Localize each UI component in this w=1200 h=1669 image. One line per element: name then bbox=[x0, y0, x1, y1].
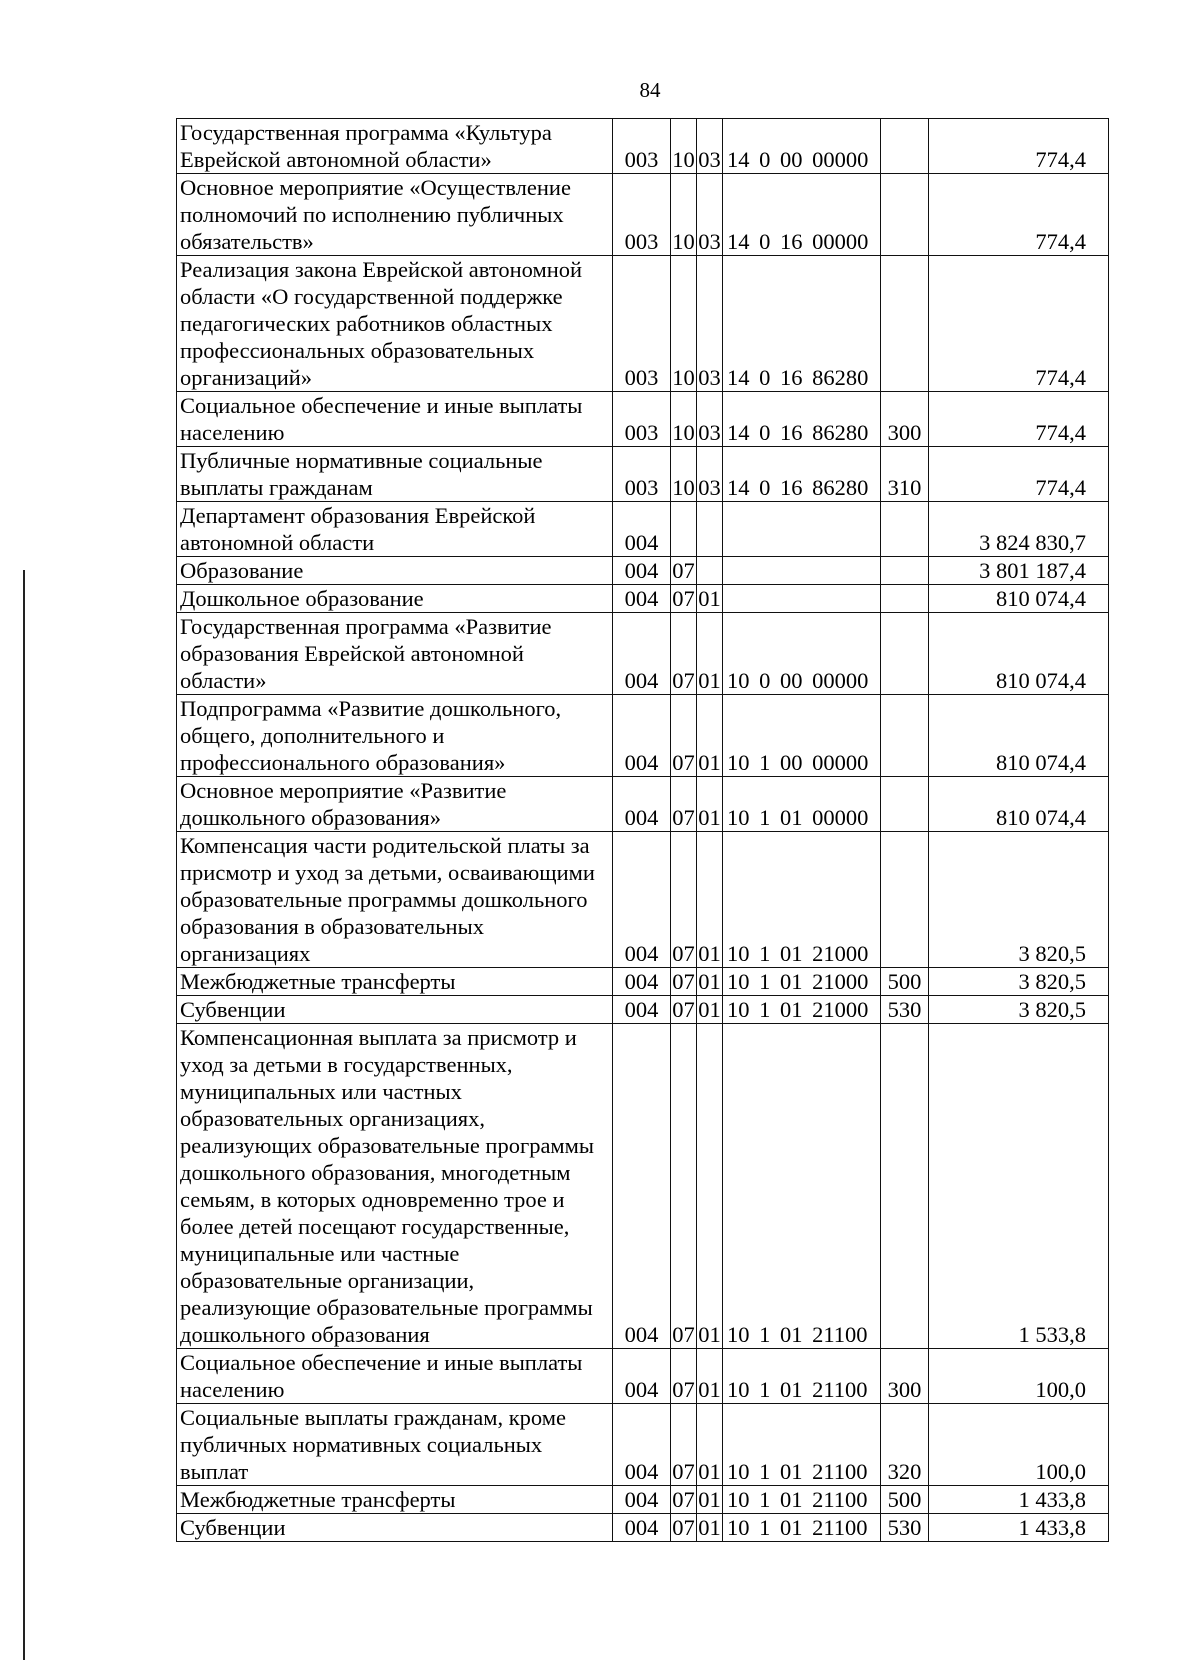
row-department-code: 003 bbox=[613, 392, 671, 447]
table-row bbox=[177, 585, 1109, 613]
row-amount: 1 533,8 bbox=[929, 1024, 1109, 1349]
row-subsection-code: 01 bbox=[698, 969, 721, 994]
row-expense-type-code: 320 bbox=[881, 1404, 929, 1486]
row-name: Социальное обеспечение и иные выплаты населению bbox=[177, 1349, 613, 1404]
row-target-article-code bbox=[723, 502, 881, 557]
row-expense-type-code bbox=[881, 1024, 929, 1349]
table-row bbox=[177, 832, 1109, 968]
row-section-code: 10 bbox=[671, 174, 697, 256]
row-name: Субвенции bbox=[177, 1514, 613, 1542]
row-department-code: 004 bbox=[613, 832, 671, 968]
row-department-code: 004 bbox=[613, 1024, 671, 1349]
row-section-code: 07 bbox=[671, 777, 697, 832]
row-expense-type-code: 310 bbox=[881, 447, 929, 502]
row-department-code: 004 bbox=[613, 502, 671, 557]
row-subsection-code: 03 bbox=[697, 447, 723, 502]
table-row bbox=[177, 1404, 1109, 1486]
row-target-article-code: 14 0 16 00000 bbox=[723, 174, 881, 256]
row-subsection-code: 01 bbox=[698, 997, 721, 1022]
budget-table bbox=[176, 118, 1109, 1542]
row-subsection-code: 01 bbox=[698, 586, 721, 611]
table-row bbox=[177, 256, 1109, 392]
row-department-code: 004 bbox=[613, 585, 671, 613]
row-target-article-code: 10 1 01 00000 bbox=[723, 777, 881, 832]
row-target-article-code bbox=[723, 557, 881, 585]
row-section-code: 07 bbox=[672, 558, 695, 583]
row-expense-type-code: 530 bbox=[881, 1514, 929, 1542]
row-amount: 100,0 bbox=[929, 1404, 1109, 1486]
table-row bbox=[177, 695, 1109, 777]
row-subsection-code: 01 bbox=[697, 1024, 723, 1349]
table-row bbox=[177, 968, 1109, 996]
row-amount: 810 074,4 bbox=[929, 585, 1109, 613]
row-expense-type-code: 300 bbox=[881, 1349, 929, 1404]
row-target-article-code: 10 0 00 00000 bbox=[723, 613, 881, 695]
row-subsection-code: 01 bbox=[697, 1404, 723, 1486]
row-section-code: 10 bbox=[671, 119, 697, 174]
row-section-code: 10 bbox=[671, 392, 697, 447]
row-amount: 3 820,5 bbox=[929, 996, 1109, 1024]
row-department-code: 003 bbox=[613, 256, 671, 392]
row-amount: 3 820,5 bbox=[929, 832, 1109, 968]
row-expense-type-code bbox=[881, 256, 929, 392]
row-amount: 774,4 bbox=[929, 256, 1109, 392]
row-department-code: 004 bbox=[613, 1404, 671, 1486]
table-row bbox=[177, 613, 1109, 695]
table-row bbox=[177, 1514, 1109, 1542]
row-section-code: 07 bbox=[671, 832, 697, 968]
row-section-code: 10 bbox=[671, 447, 697, 502]
row-target-article-code: 14 0 00 00000 bbox=[723, 119, 881, 174]
page-number: 84 bbox=[639, 78, 661, 102]
row-target-article-code: 10 1 01 21100 bbox=[723, 1514, 881, 1542]
row-name: Социальные выплаты гражданам, кроме публичных нормативных социальных выплат bbox=[177, 1404, 613, 1486]
row-name: Государственная программа «Культура Еврейской автономной области» bbox=[177, 119, 613, 174]
row-target-article-code: 14 0 16 86280 bbox=[723, 256, 881, 392]
row-section-code: 07 bbox=[672, 969, 695, 994]
row-target-article-code: 10 1 01 21000 bbox=[723, 832, 881, 968]
row-name: Дошкольное образование bbox=[177, 585, 613, 613]
row-name: Социальное обеспечение и иные выплаты населению bbox=[177, 392, 613, 447]
row-department-code: 003 bbox=[613, 174, 671, 256]
row-target-article-code: 14 0 16 86280 bbox=[723, 447, 881, 502]
row-amount: 774,4 bbox=[929, 392, 1109, 447]
row-subsection-code bbox=[697, 502, 723, 557]
table-row bbox=[177, 557, 1109, 585]
row-target-article-code: 10 1 00 00000 bbox=[723, 695, 881, 777]
row-section-code: 07 bbox=[671, 613, 697, 695]
row-expense-type-code: 500 bbox=[881, 968, 929, 996]
row-name: Департамент образования Еврейской автономной области bbox=[177, 502, 613, 557]
row-amount: 100,0 bbox=[929, 1349, 1109, 1404]
row-target-article-code: 10 1 01 21100 bbox=[723, 1404, 881, 1486]
table-row bbox=[177, 392, 1109, 447]
row-department-code: 004 bbox=[613, 996, 671, 1024]
table-row bbox=[177, 502, 1109, 557]
row-subsection-code: 03 bbox=[697, 174, 723, 256]
row-section-code: 07 bbox=[671, 1404, 697, 1486]
row-department-code: 004 bbox=[613, 1514, 671, 1542]
row-target-article-code: 10 1 01 21000 bbox=[723, 968, 881, 996]
row-name: Публичные нормативные социальные выплаты гражданам bbox=[177, 447, 613, 502]
row-department-code: 004 bbox=[613, 1349, 671, 1404]
row-department-code: 004 bbox=[613, 695, 671, 777]
row-section-code bbox=[671, 502, 697, 557]
row-expense-type-code bbox=[881, 557, 929, 585]
row-target-article-code: 10 1 01 21100 bbox=[723, 1349, 881, 1404]
row-name: Компенсация части родительской платы за присмотр и уход за детьми, осваивающими образовательные программы дошкольного образования в образовательных организациях bbox=[177, 832, 613, 968]
row-amount: 1 433,8 bbox=[929, 1486, 1109, 1514]
row-section-code: 10 bbox=[671, 256, 697, 392]
row-name: Образование bbox=[177, 557, 613, 585]
row-department-code: 004 bbox=[613, 613, 671, 695]
row-expense-type-code bbox=[881, 613, 929, 695]
row-subsection-code: 01 bbox=[697, 777, 723, 832]
row-expense-type-code bbox=[881, 502, 929, 557]
row-department-code: 003 bbox=[613, 119, 671, 174]
table-row bbox=[177, 777, 1109, 832]
row-section-code: 07 bbox=[671, 695, 697, 777]
row-name: Подпрограмма «Развитие дошкольного, общего, дополнительного и профессионального образования» bbox=[177, 695, 613, 777]
table-row bbox=[177, 174, 1109, 256]
row-expense-type-code: 530 bbox=[881, 996, 929, 1024]
row-expense-type-code bbox=[881, 695, 929, 777]
table-row bbox=[177, 119, 1109, 174]
row-target-article-code: 14 0 16 86280 bbox=[723, 392, 881, 447]
row-target-article-code: 10 1 01 21100 bbox=[723, 1024, 881, 1349]
row-subsection-code: 03 bbox=[697, 392, 723, 447]
row-section-code: 07 bbox=[672, 586, 695, 611]
row-amount: 774,4 bbox=[929, 174, 1109, 256]
row-department-code: 004 bbox=[613, 968, 671, 996]
row-section-code: 07 bbox=[672, 1515, 695, 1540]
row-expense-type-code bbox=[881, 585, 929, 613]
row-amount: 810 074,4 bbox=[929, 695, 1109, 777]
row-section-code: 07 bbox=[671, 1349, 697, 1404]
row-section-code: 07 bbox=[671, 1024, 697, 1349]
row-name: Реализация закона Еврейской автономной области «О государственной поддержке педагогических работников областных профессиональных образовательных организаций» bbox=[177, 256, 613, 392]
table-row bbox=[177, 1349, 1109, 1404]
row-expense-type-code bbox=[881, 174, 929, 256]
table-row bbox=[177, 1024, 1109, 1349]
row-amount: 3 824 830,7 bbox=[929, 502, 1109, 557]
row-section-code: 07 bbox=[672, 997, 695, 1022]
row-expense-type-code bbox=[881, 832, 929, 968]
row-subsection-code: 01 bbox=[697, 1349, 723, 1404]
row-expense-type-code: 300 bbox=[881, 392, 929, 447]
table-body bbox=[177, 119, 1109, 1542]
row-amount: 810 074,4 bbox=[929, 777, 1109, 832]
row-amount: 774,4 bbox=[929, 447, 1109, 502]
row-name: Межбюджетные трансферты bbox=[177, 968, 613, 996]
row-name: Государственная программа «Развитие образования Еврейской автономной области» bbox=[177, 613, 613, 695]
row-subsection-code: 01 bbox=[697, 613, 723, 695]
row-name: Межбюджетные трансферты bbox=[177, 1486, 613, 1514]
scan-edge-line bbox=[23, 570, 25, 1660]
row-name: Субвенции bbox=[177, 996, 613, 1024]
row-name: Основное мероприятие «Осуществление полномочий по исполнению публичных обязательств» bbox=[177, 174, 613, 256]
row-subsection-code: 01 bbox=[697, 832, 723, 968]
row-expense-type-code bbox=[881, 777, 929, 832]
row-department-code: 003 bbox=[613, 447, 671, 502]
row-target-article-code: 10 1 01 21100 bbox=[723, 1486, 881, 1514]
row-subsection-code: 03 bbox=[697, 256, 723, 392]
table-row bbox=[177, 996, 1109, 1024]
row-subsection-code: 03 bbox=[697, 119, 723, 174]
row-department-code: 004 bbox=[613, 557, 671, 585]
row-expense-type-code bbox=[881, 119, 929, 174]
table-row bbox=[177, 447, 1109, 502]
row-subsection-code: 01 bbox=[698, 1515, 721, 1540]
row-target-article-code: 10 1 01 21000 bbox=[723, 996, 881, 1024]
row-department-code: 004 bbox=[613, 1486, 671, 1514]
row-expense-type-code: 500 bbox=[881, 1486, 929, 1514]
row-target-article-code bbox=[723, 585, 881, 613]
row-amount: 774,4 bbox=[929, 119, 1109, 174]
row-subsection-code: 01 bbox=[697, 695, 723, 777]
row-amount: 1 433,8 bbox=[929, 1514, 1109, 1542]
row-name: Основное мероприятие «Развитие дошкольного образования» bbox=[177, 777, 613, 832]
row-amount: 3 820,5 bbox=[929, 968, 1109, 996]
row-amount: 3 801 187,4 bbox=[929, 557, 1109, 585]
row-section-code: 07 bbox=[672, 1487, 695, 1512]
row-name: Компенсационная выплата за присмотр и уход за детьми в государственных, муниципальных или частных образовательных организациях, реализующих образовательные программы дошкольного образования, многодетным семьям, в которых одновременно трое и более детей посещают государственные, муниципальные или частные образовательные организации, реализующие образовательные программы дошкольного образования bbox=[177, 1024, 613, 1349]
row-subsection-code: 01 bbox=[698, 1487, 721, 1512]
table-row bbox=[177, 1486, 1109, 1514]
row-subsection-code bbox=[697, 557, 723, 585]
row-amount: 810 074,4 bbox=[929, 613, 1109, 695]
row-department-code: 004 bbox=[613, 777, 671, 832]
